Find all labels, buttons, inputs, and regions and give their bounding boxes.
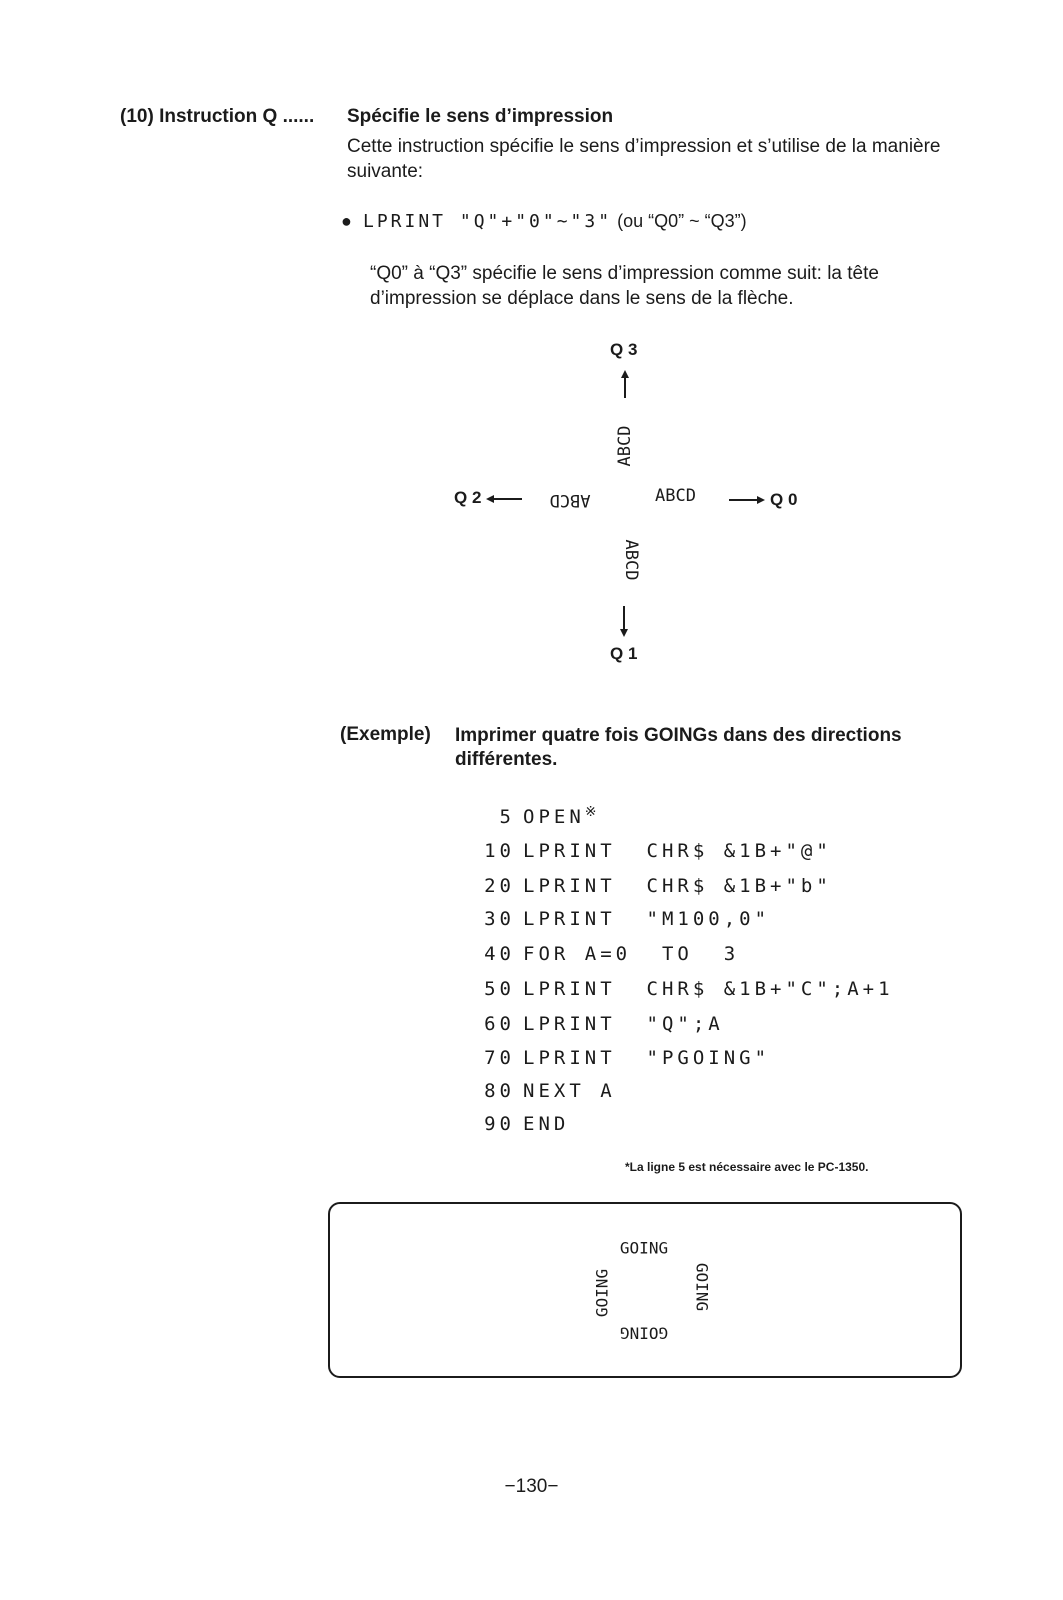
syntax-bullet bbox=[341, 211, 747, 232]
line-number: 80 bbox=[484, 1080, 515, 1102]
description-paragraph: “Q0” à “Q3” spécifie le sens d’impression comme suit: la tête d’impression se déplace dans le sens de la flèche. bbox=[370, 263, 879, 309]
statement: OPEN bbox=[523, 806, 585, 829]
line-number: 50 bbox=[484, 978, 515, 1000]
statement: LPRINT CHR$ &1B+"C";A+1 bbox=[523, 978, 894, 1000]
output-going-bottom: GOING bbox=[619, 1323, 669, 1343]
example-text: Imprimer quatre fois GOINGs dans des directions différentes. bbox=[455, 725, 902, 770]
line-number: 90 bbox=[484, 1113, 515, 1135]
example-label: (Exemple) bbox=[340, 724, 431, 745]
intro-paragraph: Cette instruction spécifie le sens d’impression et s’utilise de la manière suivante: bbox=[347, 136, 941, 182]
statement: LPRINT "M100,0" bbox=[523, 908, 771, 930]
q3-label: Q 3 bbox=[610, 340, 638, 359]
code-line bbox=[455, 1013, 724, 1041]
line-number: 30 bbox=[484, 908, 515, 930]
statement: LPRINT CHR$ &1B+"b" bbox=[523, 875, 832, 897]
line-number: 20 bbox=[484, 875, 515, 897]
line-number: 70 bbox=[484, 1047, 515, 1069]
code-line bbox=[455, 978, 894, 1006]
syntax-alternative: (ou “Q0” ~ “Q3”) bbox=[617, 211, 747, 231]
code-line bbox=[455, 943, 739, 971]
output-going-right: GOING bbox=[692, 1262, 712, 1312]
page-number: −130− bbox=[504, 1476, 559, 1497]
line-number: 40 bbox=[484, 943, 515, 965]
sample-text-down: ABCD bbox=[621, 539, 641, 581]
syntax-code: LPRINT "Q"+"0"~"3" bbox=[363, 211, 613, 232]
bullet-dot-icon: ● bbox=[341, 211, 352, 231]
code-line bbox=[455, 804, 597, 832]
sample-text-right: ABCD bbox=[655, 486, 696, 506]
line-number: 60 bbox=[484, 1013, 515, 1035]
code-line bbox=[455, 908, 770, 936]
reference-mark: ※ bbox=[584, 804, 597, 820]
output-going-left: GOING bbox=[592, 1268, 612, 1318]
q0-label: Q 0 bbox=[770, 490, 798, 509]
arrow-up-icon bbox=[615, 370, 635, 400]
code-line bbox=[455, 1080, 616, 1108]
q1-label: Q 1 bbox=[610, 644, 638, 663]
line-number: 5 bbox=[499, 806, 515, 829]
statement: LPRINT CHR$ &1B+"@" bbox=[523, 840, 832, 862]
statement: NEXT A bbox=[523, 1080, 616, 1102]
printed-output-box bbox=[328, 1202, 962, 1378]
output-going-top: GOING bbox=[619, 1238, 669, 1258]
arrow-left-icon bbox=[484, 489, 524, 509]
code-line bbox=[455, 840, 832, 868]
arrow-down-icon bbox=[614, 604, 634, 638]
statement: END bbox=[523, 1113, 570, 1135]
code-line bbox=[455, 1113, 569, 1141]
section-number: (10) Instruction Q ...... bbox=[120, 106, 315, 127]
code-line bbox=[455, 1047, 770, 1075]
statement: LPRINT "PGOING" bbox=[523, 1047, 771, 1069]
footnote: *La ligne 5 est nécessaire avec le PC-1350. bbox=[625, 1160, 869, 1174]
statement: FOR A=0 TO 3 bbox=[523, 943, 740, 965]
sample-text-up: ABCD bbox=[615, 425, 635, 467]
code-line bbox=[455, 875, 832, 903]
line-number: 10 bbox=[484, 840, 515, 862]
sample-text-left: ABCD bbox=[549, 490, 591, 510]
q2-label: Q 2 bbox=[454, 488, 482, 507]
statement: LPRINT "Q";A bbox=[523, 1013, 724, 1035]
arrow-right-icon bbox=[727, 490, 767, 510]
section-title: Spécifie le sens d’impression bbox=[347, 106, 614, 127]
